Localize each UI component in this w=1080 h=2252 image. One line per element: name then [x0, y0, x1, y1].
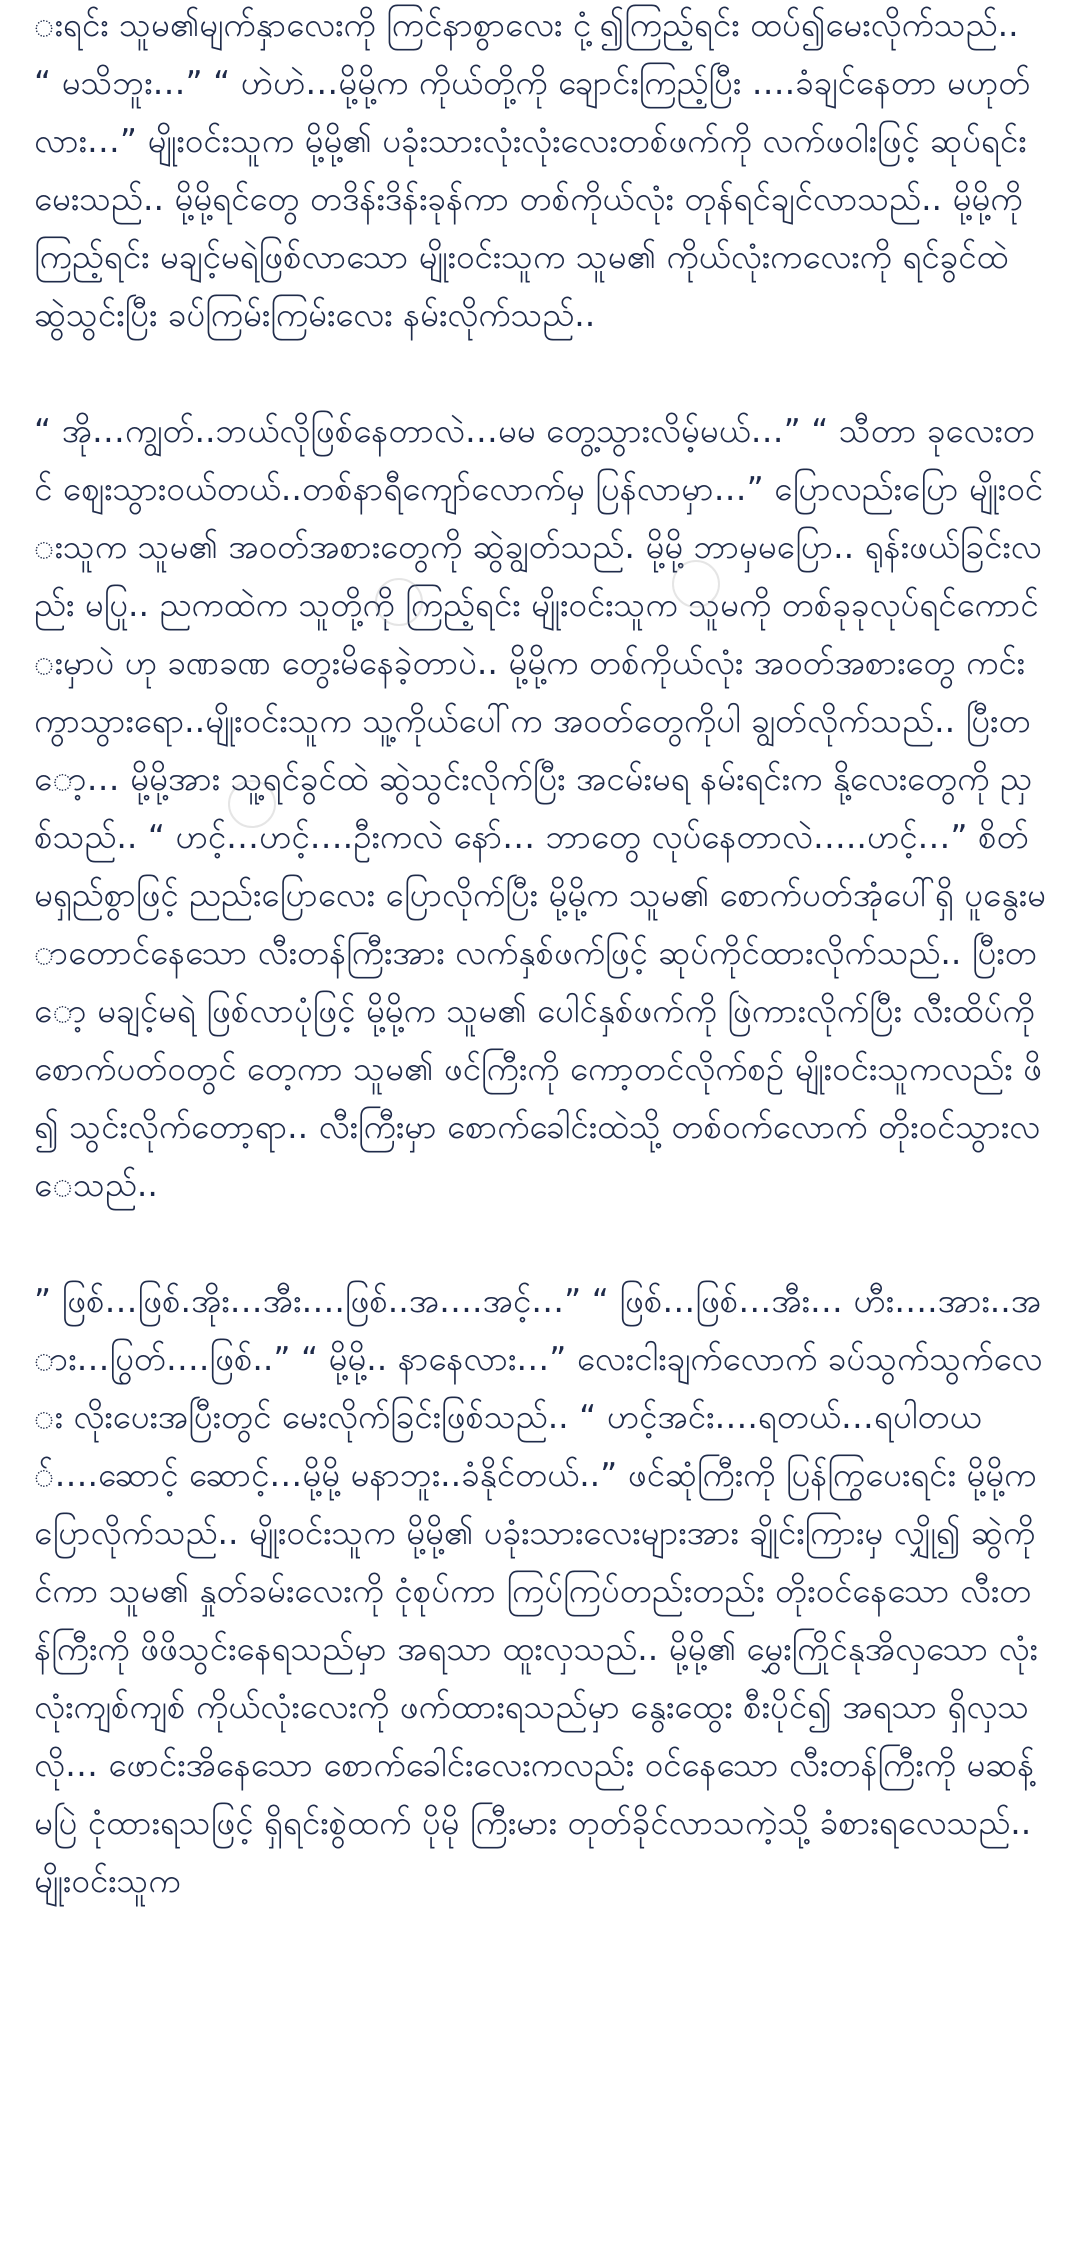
- paragraph-1: းရင်း သူမ၏မျက်နှာလေးကို ကြင်နာစွာလေး ငုံ့၍ကြည့်ရင်း ထပ်၍မေးလိုက်သည်.. “ မသိဘူး…” “ ဟဲဟဲ…မို့မို့က ကိုယ်တို့ကို ချောင်းကြည့်ပြီး ….ခံချင်နေတာ မဟုတ်လား…” မျိုးဝင်းသူက မို့မို့၏ ပခုံးသားလုံးလုံးလေးတစ်ဖက်ကို လက်ဖဝါးဖြင့် ဆုပ်ရင်း မေးသည်.. မို့မို့ရင်တွေ တဒိန်းဒိန်းခုန်ကာ တစ်ကိုယ်လုံး တုန်ရင်ချင်လာသည်.. မို့မို့ကို ကြည့်ရင်း မချင့်မရဲဖြစ်လာသော မျိုးဝင်းသူက သူမ၏ ကိုယ်လုံးကလေးကို ရင်ခွင်ထဲ ဆွဲသွင်းပြီး ခပ်ကြမ်းကြမ်းလေး နမ်းလိုက်သည်..: [34, 5, 1031, 334]
- paragraph-2: “ အို…ကျွတ်..ဘယ်လိုဖြစ်နေတာလဲ…မမ တွေ့သွားလိမ့်မယ်…” “ သီတာ ခုလေးတင် ဈေးသွားဝယ်တယ်..တစ်နာရီကျော်လောက်မှ ပြန်လာမှာ…” ပြောလည်းပြော မျိုးဝင်းသူက သူမ၏ အဝတ်အစားတွေကို ဆွဲချွတ်သည်. မို့မို့ ဘာမှမပြော.. ရုန်းဖယ်ခြင်းလည်း မပြု.. ညကထဲက သူတို့ကို ကြည့်ရင်း မျိုးဝင်းသူက သူမကို တစ်ခုခုလုပ်ရင်ကောင်းမှာပဲ ဟု ခဏခဏ တွေးမိနေခဲ့တာပဲ.. မို့မို့က တစ်ကိုယ်လုံး အဝတ်အစားတွေ ကင်းကွာသွားရော..မျိုးဝင်းသူက သူ့ကိုယ်ပေါ်က အဝတ်တွေကိုပါ ချွတ်လိုက်သည်.. ပြီးတော့… မို့မို့အား သူ့ရင်ခွင်ထဲ ဆွဲသွင်းလိုက်ပြီး အငမ်းမရ နမ်းရင်းက နို့လေးတွေကို ညှစ်သည်.. “ ဟင့်…ဟင့်….ဦးကလဲ နော်… ဘာတွေ လုပ်နေတာလဲ…..ဟင့်…” စိတ်မရှည်စွာဖြင့် ညည်းပြောလေး ပြောလိုက်ပြီး မို့မို့က သူမ၏ စောက်ပတ်အုံပေါ်ရှိ ပူနွေးမာတောင်နေသော လီးတန်ကြီးအား လက်နှစ်ဖက်ဖြင့် ဆုပ်ကိုင်ထားလိုက်သည်.. ပြီးတော့ မချင့်မရဲ ဖြစ်လာပုံဖြင့် မို့မို့က သူမ၏ ပေါင်နှစ်ဖက်ကို ဖြဲကားလိုက်ပြီး လီးထိပ်ကို စောက်ပတ်ဝတွင် တေ့ကာ သူမ၏ ဖင်ကြီးကို ကော့တင်လိုက်စဉ် မျိုးဝင်းသူကလည်း ဖိ၍ သွင်းလိုက်တော့ရာ.. လီးကြီးမှာ စောက်ခေါင်းထဲသို့ တစ်ဝက်လောက် တိုးဝင်သွားလေသည်..: [34, 411, 1046, 1204]
- paragraph-3: ” ဖြစ်…ဖြစ်.အိုး…အီး….ဖြစ်..အ….အင့်…” “ ဖြစ်…ဖြစ်…အီး… ဟီး….အား..အား…ပြွတ်….ဖြစ်..” “ မို့မို့.. နာနေလား…” လေးငါးချက်လောက် ခပ်သွက်သွက်လေး လိုးပေးအပြီးတွင် မေးလိုက်ခြင်းဖြစ်သည်.. “ ဟင့်အင်း….ရတယ်…ရပါတယ်….ဆောင့် ဆောင့်…မို့မို့ မနာဘူး..ခံနိုင်တယ်..” ဖင်ဆုံကြီးကို ပြန်ကြွပေးရင်း မို့မို့က ပြောလိုက်သည်.. မျိုးဝင်းသူက မို့မို့၏ ပခုံးသားလေးများအား ချိုင်းကြားမှ လျှို၍ ဆွဲကိုင်ကာ သူမ၏ နှုတ်ခမ်းလေးကို ငုံစုပ်ကာ ကြပ်ကြပ်တည်းတည်း တိုးဝင်နေသော လီးတန်ကြီးကို ဖိဖိသွင်းနေရသည်မှာ အရသာ ထူးလှသည်.. မို့မို့၏ မွှေးကြိုင်နုအိလှသော လုံးလုံးကျစ်ကျစ် ကိုယ်လုံးလေးကို ဖက်ထားရသည်မှာ နွေးထွေး စီးပိုင်၍ အရသာ ရှိလှသလို… ဖောင်းအိနေသော စောက်ခေါင်းလေးကလည်း ဝင်နေသော လီးတန်ကြီးကို မဆန့်မပြဲ ငုံထားရသဖြင့် ရှိရင်းစွဲထက် ပိုမို ကြီးမား တုတ်ခိုင်လာသကဲ့သို့ ခံစားရလေသည်.. မျိုးဝင်းသူက: [34, 1281, 1043, 1900]
